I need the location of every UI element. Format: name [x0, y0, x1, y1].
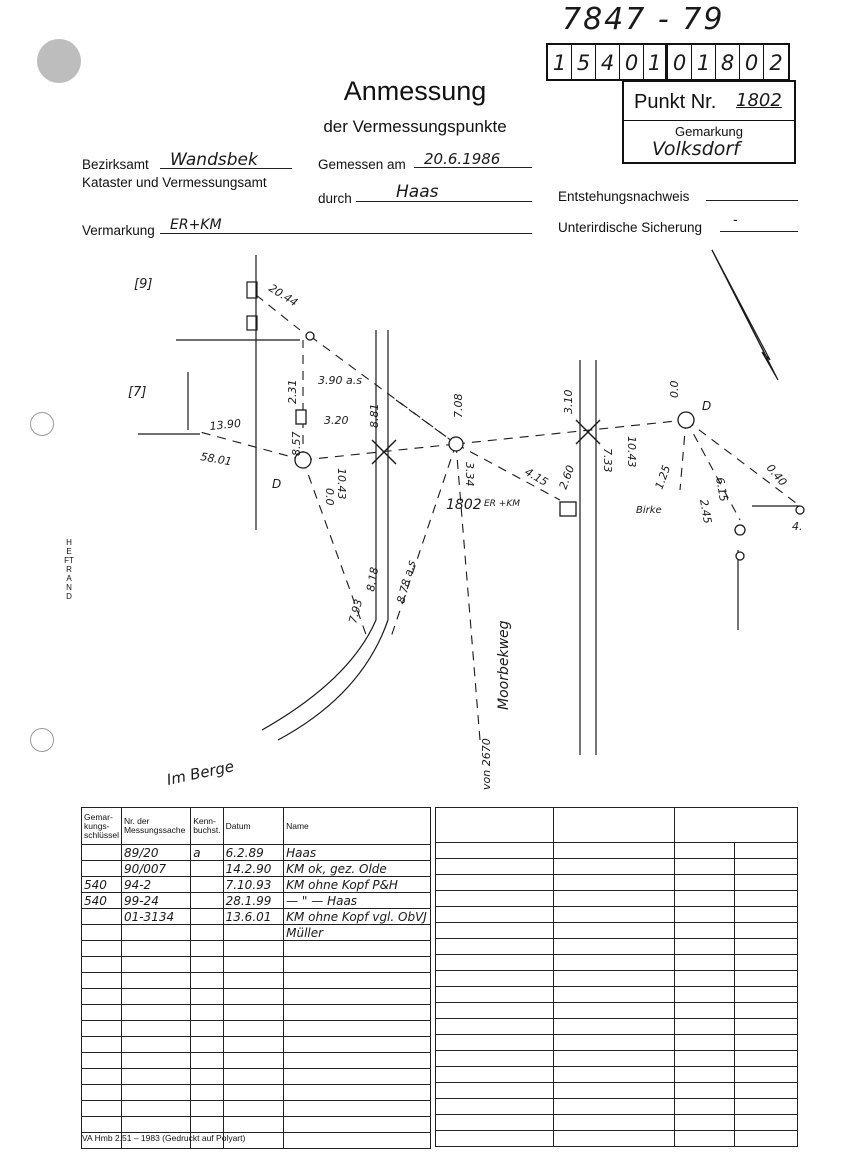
point-digit-boxes [546, 43, 790, 81]
table-cell: 7.10.93 [223, 877, 284, 893]
gemarkung-value: Volksdorf [652, 138, 740, 160]
blank-cell [553, 875, 675, 891]
table-cell: 540 [82, 877, 122, 893]
blank-cell [553, 1003, 675, 1019]
blank-cell [553, 1019, 675, 1035]
table-cell [121, 957, 190, 973]
digit-cell: 0 [668, 45, 692, 79]
table-cell: 13.6.01 [223, 909, 284, 925]
bezirksamt-line [160, 168, 292, 169]
sketch-ref-7: [7] [128, 385, 147, 400]
blank-cell [675, 1099, 735, 1115]
table-row [82, 1005, 431, 1021]
blank-cell [675, 1035, 735, 1051]
unterirdisch-line [720, 231, 798, 232]
table-cell [82, 957, 122, 973]
table-row [82, 1117, 431, 1133]
blank-cell [436, 971, 554, 987]
table-row [82, 925, 431, 941]
table-cell [191, 1053, 223, 1069]
blank-row [436, 1035, 798, 1051]
digit-cell: 5 [572, 45, 596, 79]
sketch-corner: 4. [792, 520, 803, 533]
blank-cell [735, 1035, 798, 1051]
table-row [82, 1101, 431, 1117]
blank-cell [675, 907, 735, 923]
blank-cell [675, 843, 735, 859]
point-marker-right [678, 412, 694, 428]
digit-cell: 1 [644, 45, 668, 79]
blank-cell [553, 1051, 675, 1067]
measurement-label: 58.01 [199, 450, 233, 469]
blank-cell [675, 923, 735, 939]
digit-cell: 0 [740, 45, 764, 79]
table-cell [284, 941, 431, 957]
measurement-label: 6.15 [713, 476, 731, 503]
blank-row [436, 859, 798, 875]
table-cell: 6.2.89 [223, 845, 284, 861]
measurement-label: 3.10 [562, 389, 575, 414]
blank-row [436, 891, 798, 907]
gemessen-label: Gemessen am [318, 157, 406, 172]
sketch-street-note: von 2670 [480, 738, 493, 790]
measurement-label: 2.60 [556, 463, 578, 492]
table-cell [121, 1101, 190, 1117]
measurement-label: 0.0 [323, 488, 336, 506]
blank-cell [735, 971, 798, 987]
table-row [82, 1053, 431, 1069]
blank-row [436, 1083, 798, 1099]
table-cell: 94-2 [121, 877, 190, 893]
table-cell: 89/20 [121, 845, 190, 861]
blank-row [436, 843, 798, 859]
table-cell [191, 925, 223, 941]
digit-cell: 1 [548, 45, 572, 79]
table-cell [82, 1005, 122, 1021]
table-cell: — " — Haas [284, 893, 431, 909]
blank-cell [735, 891, 798, 907]
table-cell [223, 925, 284, 941]
blank-row [436, 1099, 798, 1115]
table-row [82, 877, 431, 893]
table-cell [223, 1053, 284, 1069]
blank-cell [735, 1019, 798, 1035]
blank-cell [675, 1067, 735, 1083]
vermarkung-value: ER+KM [170, 217, 222, 233]
table-cell [191, 941, 223, 957]
table-cell [191, 1037, 223, 1053]
table-cell: KM ohne Kopf P&H [284, 877, 431, 893]
table-cell [121, 1069, 190, 1085]
table-cell [191, 1069, 223, 1085]
table-cell [82, 1053, 122, 1069]
measurement-label: 0.40 [763, 461, 790, 489]
blank-cell [553, 1067, 675, 1083]
blank-cell [436, 875, 554, 891]
blank-cell [675, 987, 735, 1003]
table-cell [284, 1005, 431, 1021]
table-row [82, 941, 431, 957]
table-cell [191, 989, 223, 1005]
table-cell [223, 1005, 284, 1021]
table-cell [82, 941, 122, 957]
blank-row [436, 1019, 798, 1035]
table-cell [82, 1117, 122, 1133]
table-cell [284, 1117, 431, 1133]
table-cell [121, 1117, 190, 1133]
measurement-label: 10.43 [335, 468, 348, 500]
table-cell [191, 1101, 223, 1117]
table-cell [82, 845, 122, 861]
table-row [82, 1085, 431, 1101]
unterirdisch-label: Unterirdische Sicherung [558, 220, 703, 235]
point-marker-1802 [449, 437, 463, 451]
table-cell [284, 1053, 431, 1069]
sketch-street-moorbekweg: Moorbekweg [496, 620, 512, 710]
table-cell [191, 1005, 223, 1021]
table-cell: KM ohne Kopf vgl. ObVJ [284, 909, 431, 925]
table-cell [121, 1005, 190, 1021]
blank-row [436, 939, 798, 955]
measurement-label: 7.08 [452, 393, 465, 418]
blank-cell [735, 859, 798, 875]
measurement-label: 1.25 [652, 463, 674, 492]
blank-cell [735, 1099, 798, 1115]
sketch-d-left: D [272, 477, 282, 491]
sketch-ref-9: [9] [134, 277, 153, 292]
blank-cell [675, 1003, 735, 1019]
table-cell [284, 1085, 431, 1101]
col-header-name: Name [284, 808, 431, 845]
digit-cell: 1 [692, 45, 716, 79]
blank-cell [553, 859, 675, 875]
table-cell [284, 973, 431, 989]
table-cell: a [191, 845, 223, 861]
survey-sketch [0, 240, 846, 800]
blank-table [435, 807, 798, 1147]
table-cell [121, 973, 190, 989]
table-cell [82, 1101, 122, 1117]
measurement-label: 20.44 [266, 281, 301, 310]
blank-cell [553, 1035, 675, 1051]
blank-cell [675, 1131, 735, 1147]
measurement-label: 8.78 a.s [394, 558, 419, 605]
punkt-label: Punkt Nr. [634, 91, 717, 113]
blank-row [436, 875, 798, 891]
blank-cell [675, 859, 735, 875]
punkt-box [622, 80, 796, 164]
table-cell [223, 989, 284, 1005]
table-cell [82, 989, 122, 1005]
table-cell [223, 973, 284, 989]
table-row [82, 909, 431, 925]
table-cell [82, 925, 122, 941]
durch-line [356, 201, 532, 202]
table-cell [284, 1133, 431, 1149]
blank-cell [436, 1019, 554, 1035]
blank-cell [735, 1083, 798, 1099]
measurement-label: 3.90 a.s [318, 374, 362, 387]
blank-cell [553, 923, 675, 939]
table-cell [121, 989, 190, 1005]
table-cell [191, 1021, 223, 1037]
blank-header-cell [436, 808, 554, 843]
measurement-label: 10.43 [625, 436, 638, 468]
gemessen-value: 20.6.1986 [424, 150, 501, 168]
table-cell [223, 1021, 284, 1037]
blank-cell [735, 987, 798, 1003]
blank-row [436, 1131, 798, 1147]
blank-cell [553, 971, 675, 987]
blank-cell [436, 1131, 554, 1147]
blank-row [436, 955, 798, 971]
blank-row [436, 1115, 798, 1131]
table-row [82, 989, 431, 1005]
table-cell [191, 973, 223, 989]
table-cell [223, 1037, 284, 1053]
entstehung-line [706, 200, 798, 201]
blank-cell [553, 939, 675, 955]
blank-cell [735, 907, 798, 923]
vermarkung-label: Vermarkung [82, 223, 155, 238]
measurement-label: 7.93 [346, 597, 366, 625]
table-cell [223, 1101, 284, 1117]
sketch-street-im-berge: Im Berge [165, 757, 236, 789]
bezirksamt-label: Bezirksamt [82, 157, 149, 172]
table-cell: 14.2.90 [223, 861, 284, 877]
digit-cell: 8 [716, 45, 740, 79]
gemarkung-label: Gemarkung [675, 124, 743, 139]
table-row [82, 957, 431, 973]
table-cell [191, 861, 223, 877]
table-cell: 28.1.99 [223, 893, 284, 909]
table-cell [284, 1069, 431, 1085]
measurement-label: 4.15 [522, 465, 551, 489]
table-cell: 01-3134 [121, 909, 190, 925]
bezirksamt-value: Wandsbek [170, 150, 258, 170]
history-table [81, 807, 431, 1149]
blank-cell [735, 1003, 798, 1019]
punkt-value: 1802 [736, 90, 782, 111]
blank-cell [675, 875, 735, 891]
blank-cell [735, 1115, 798, 1131]
blank-cell [553, 1115, 675, 1131]
punkt-row [624, 82, 794, 121]
digit-cell: 4 [596, 45, 620, 79]
table-row [82, 845, 431, 861]
blank-cell [553, 891, 675, 907]
durch-label: durch [318, 191, 352, 206]
table-cell: 99-24 [121, 893, 190, 909]
sketch-d-right: D [702, 399, 712, 413]
table-cell [82, 1069, 122, 1085]
blank-cell [436, 923, 554, 939]
blank-cell [553, 987, 675, 1003]
blank-row [436, 1067, 798, 1083]
table-cell [82, 1085, 122, 1101]
blank-cell [436, 859, 554, 875]
table-row [82, 861, 431, 877]
entstehung-label: Entstehungsnachweis [558, 189, 690, 204]
measurement-label: 8.81 [368, 403, 381, 428]
table-cell [121, 1053, 190, 1069]
table-cell [82, 1021, 122, 1037]
blank-cell [735, 843, 798, 859]
table-row [82, 1037, 431, 1053]
blank-cell [436, 1051, 554, 1067]
blank-cell [735, 1067, 798, 1083]
measurement-label: 8.18 [364, 566, 382, 593]
col-header-messungssache: Nr. der Messungssache [121, 808, 190, 845]
vermarkung-line [160, 233, 532, 234]
blank-header-row [436, 808, 798, 843]
measurement-label: 8.57 [290, 431, 303, 456]
page-title: Anmessung [343, 76, 487, 106]
table-cell [191, 893, 223, 909]
blank-cell [436, 1115, 554, 1131]
table-cell [191, 1117, 223, 1133]
blank-cell [735, 923, 798, 939]
blank-cell [436, 843, 554, 859]
blank-row [436, 987, 798, 1003]
blank-row [436, 1051, 798, 1067]
measurement-label: 3.34 [463, 462, 476, 487]
blank-cell [436, 1083, 554, 1099]
measurement-label: 3.20 [324, 414, 349, 427]
blank-cell [553, 1131, 675, 1147]
blank-row [436, 923, 798, 939]
measurement-label: 2.31 [286, 379, 299, 404]
table-row [82, 973, 431, 989]
table-cell [121, 941, 190, 957]
blank-cell [436, 1067, 554, 1083]
blank-cell [735, 955, 798, 971]
heftrand-label: HEFTRAND [64, 538, 74, 601]
table-cell: 540 [82, 893, 122, 909]
sketch-point-label: 1802 [446, 497, 482, 513]
blank-cell [553, 907, 675, 923]
table-row [82, 893, 431, 909]
blank-cell [436, 1035, 554, 1051]
page-subtitle: der Vermessungspunkte [323, 117, 507, 136]
blank-header-cell [675, 808, 798, 843]
col-header-kennbuchstabe: Kenn-buchst. [191, 808, 223, 845]
durch-value: Haas [396, 182, 439, 202]
digit-cell: 2 [769, 51, 783, 75]
table-cell [82, 973, 122, 989]
table-cell [223, 957, 284, 973]
measurement-label: 2.45 [697, 498, 715, 525]
blank-cell [675, 1051, 735, 1067]
blank-cell [436, 907, 554, 923]
blank-cell [553, 1083, 675, 1099]
blank-cell [675, 1019, 735, 1035]
table-cell: KM ok, gez. Olde [284, 861, 431, 877]
blank-cell [675, 891, 735, 907]
col-header-datum: Datum [223, 808, 284, 845]
blank-row [436, 1003, 798, 1019]
table-cell [284, 1101, 431, 1117]
table-cell [191, 1085, 223, 1101]
blank-row [436, 971, 798, 987]
punch-hole [37, 39, 81, 83]
stamp-number: 7847 - 79 [562, 2, 725, 37]
table-cell [121, 1085, 190, 1101]
measurement-label: 13.90 [208, 416, 242, 433]
table-cell [82, 1037, 122, 1053]
table-cell [284, 989, 431, 1005]
blank-cell [675, 1083, 735, 1099]
digit-cell: 0 [620, 45, 644, 79]
unterirdisch-value: - [733, 213, 738, 228]
blank-cell [553, 843, 675, 859]
table-cell [82, 909, 122, 925]
blank-cell [436, 1099, 554, 1115]
blank-cell [675, 1115, 735, 1131]
table-header-row [82, 808, 431, 845]
col-header-gemarkungsschluessel: Gemar-kungs-schlüssel [82, 808, 122, 845]
blank-cell [735, 939, 798, 955]
table-cell [121, 925, 190, 941]
blank-cell [553, 1099, 675, 1115]
form-footer: VA Hmb 2.51 – 1983 (Gedruckt auf Polyart) [82, 1133, 246, 1143]
table-cell [121, 1037, 190, 1053]
blank-cell [675, 971, 735, 987]
table-cell [223, 1069, 284, 1085]
measurement-label: 0.0 [668, 380, 681, 398]
table-row [82, 1069, 431, 1085]
gemessen-line [414, 167, 532, 168]
table-cell [284, 1037, 431, 1053]
blank-row [436, 907, 798, 923]
table-cell [191, 957, 223, 973]
table-cell: 90/007 [121, 861, 190, 877]
table-cell [82, 861, 122, 877]
blank-cell [436, 955, 554, 971]
blank-cell [735, 875, 798, 891]
blank-header-cell [553, 808, 675, 843]
blank-cell [735, 1051, 798, 1067]
kataster-label: Kataster und Vermessungsamt [82, 175, 267, 190]
table-cell [121, 1021, 190, 1037]
blank-cell [735, 1131, 798, 1147]
table-cell: Müller [284, 925, 431, 941]
blank-cell [436, 891, 554, 907]
sketch-point-suffix: ER +KM [484, 499, 521, 509]
measurement-label: 7.33 [601, 448, 614, 473]
table-cell [223, 1117, 284, 1133]
blank-cell [675, 939, 735, 955]
sketch-tree: Birke [636, 505, 662, 516]
table-row [82, 1021, 431, 1037]
table-cell [191, 909, 223, 925]
blank-cell [675, 955, 735, 971]
blank-cell [436, 939, 554, 955]
table-cell [223, 941, 284, 957]
blank-cell [553, 955, 675, 971]
table-cell [191, 877, 223, 893]
blank-cell [436, 987, 554, 1003]
table-cell: Haas [284, 845, 431, 861]
table-cell [223, 1085, 284, 1101]
table-cell [284, 957, 431, 973]
blank-cell [436, 1003, 554, 1019]
table-cell [284, 1021, 431, 1037]
